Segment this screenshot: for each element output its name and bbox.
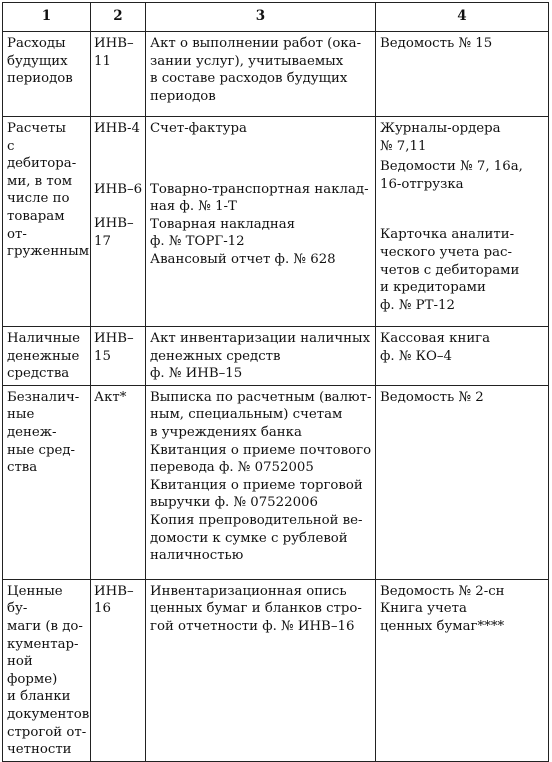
cell-line: ной форме) [7, 654, 58, 687]
cell-line: кументар- [7, 636, 79, 652]
cell-line: ным, специальным) счетам [150, 407, 343, 423]
cell-line: Квитанция о приеме почтового [150, 442, 372, 458]
document-cell [146, 385, 376, 579]
register-cell [376, 385, 549, 579]
cell-line: наличностью [150, 548, 244, 564]
cell-line: периодов [7, 71, 73, 87]
cell-line: Ведомость № 2-сн [380, 583, 505, 599]
document-table-page [2, 2, 548, 758]
cell-line: Ведомость № 15 [380, 36, 493, 51]
table-row [3, 117, 549, 327]
form-code-cell [91, 117, 146, 327]
form-code-cell [91, 327, 146, 386]
cell-line: Выписка по расчетным (валют- [150, 389, 372, 405]
cell-line: Расчеты [7, 121, 66, 136]
document-cell [146, 117, 376, 327]
cell-line: ИНВ–11 [94, 36, 134, 69]
cell-line: 16-отгрузка [380, 176, 464, 192]
form-code-cell [91, 32, 146, 117]
cell-line: денежные [7, 348, 80, 364]
cell-line: Копия препроводительной ве- [150, 512, 363, 528]
cell-line: Акт о выполнении работ (ока- [150, 36, 362, 51]
cell-line: ми, в том [7, 173, 73, 189]
account-cell [3, 327, 91, 386]
register-cell [376, 579, 549, 761]
cell-line: Акт инвентаризации наличных [150, 331, 371, 346]
cell-line: Товарная накладная [150, 216, 296, 232]
account-cell [3, 117, 91, 327]
cell-line: документов [7, 706, 90, 722]
cell-line: Наличные [7, 331, 80, 346]
cell-line: Книга учета [380, 601, 467, 617]
cell-line: гой отчетности ф. № ИНВ–16 [150, 618, 355, 634]
cell-line: числе по [7, 191, 70, 207]
cell-line: ценных бумаг**** [380, 618, 505, 634]
cell-line: Карточка аналити- [380, 227, 515, 243]
cell-line: Квитанция о приеме торговой [150, 477, 363, 493]
cell-line: товарам от- [7, 208, 65, 242]
cell-line: зании услуг), учитываемых [150, 53, 344, 69]
cell-line: ф. № ИНВ–15 [150, 366, 243, 382]
table-row [3, 385, 549, 579]
cell-line: в составе расходов будущих [150, 71, 348, 87]
spacer [94, 138, 145, 181]
cell-line: строгой от- [7, 724, 87, 740]
cell-line: ценных бумаг и бланков стро- [150, 601, 362, 617]
cell-line: четов с дебиторами [380, 262, 520, 278]
cell-line: ства [7, 460, 38, 476]
spacer [94, 198, 145, 215]
cell-line: Ведомости № 7, 16а, [380, 159, 523, 175]
cell-line: перевода ф. № 0752005 [150, 460, 314, 476]
cell-line: Авансовый отчет ф. № 628 [150, 251, 336, 267]
table-row [3, 579, 549, 761]
cell-line: ческого учета рас- [380, 244, 512, 260]
table-row [3, 32, 549, 117]
header-cell-3: 3 [146, 3, 376, 32]
cell-line: ИНВ–15 [94, 331, 134, 364]
document-cell [146, 327, 376, 386]
cell-line: ные денеж- [7, 407, 57, 440]
cell-line: средства [7, 366, 70, 382]
cell-line: Ведомость № 2 [380, 389, 484, 405]
account-cell [3, 385, 91, 579]
form-code-cell [91, 579, 146, 761]
cell-line: Счет-фактура [150, 121, 247, 136]
table-row [3, 327, 549, 386]
register-cell [376, 117, 549, 327]
cell-line: домости к сумке с рублевой [150, 530, 348, 546]
header-cell-4: 4 [376, 3, 549, 32]
spacer [150, 138, 372, 181]
header-row [3, 3, 549, 32]
cell-line: с дебитора- [7, 138, 77, 172]
cell-line: ИНВ–17 [94, 216, 134, 249]
cell-line: четности [7, 742, 72, 758]
cell-line: Кассовая книга [380, 331, 491, 346]
cell-line: ИНВ-4 [94, 121, 140, 136]
cell-line: периодов [150, 88, 216, 104]
cell-line: ная ф. № 1-Т [150, 199, 237, 215]
account-cell [3, 579, 91, 761]
cell-line: ные сред- [7, 442, 76, 458]
document-cell [146, 32, 376, 117]
header-cell-2: 2 [91, 3, 146, 32]
cell-line: в учреждениях банка [150, 424, 302, 440]
cell-line: Безналич- [7, 389, 80, 405]
cell-line: будущих [7, 53, 68, 69]
cell-line: ИНВ–16 [94, 583, 134, 617]
cell-line: Инвентаризационная опись [150, 583, 347, 599]
register-cell [376, 327, 549, 386]
cell-line: груженным [7, 244, 90, 260]
cell-line: Журналы-ордера [380, 121, 501, 136]
cell-line: Расходы [7, 36, 66, 51]
header-cell-1: 1 [3, 3, 91, 32]
cell-line: выручки ф. № 07522006 [150, 495, 318, 511]
cell-line: ИНВ–6 [94, 181, 143, 197]
form-code-cell [91, 385, 146, 579]
cell-line: Товарно-транспортная наклад- [150, 181, 369, 197]
spacer [380, 193, 545, 226]
cell-line: и бланки [7, 689, 71, 705]
cell-line: Акт* [94, 389, 127, 405]
cell-line: ф. № РТ-12 [380, 297, 455, 313]
cell-line: Ценные бу- [7, 583, 63, 617]
register-cell [376, 32, 549, 117]
account-cell [3, 32, 91, 117]
document-cell [146, 579, 376, 761]
cell-line: ф. № ТОРГ-12 [150, 234, 245, 250]
inventory-documents-table [2, 2, 549, 762]
cell-line: маги (в до- [7, 618, 83, 634]
cell-line: № 7,11 [380, 138, 427, 154]
cell-line: и кредиторами [380, 280, 486, 296]
cell-line: ф. № КО–4 [380, 348, 452, 364]
cell-line: денежных средств [150, 348, 281, 364]
